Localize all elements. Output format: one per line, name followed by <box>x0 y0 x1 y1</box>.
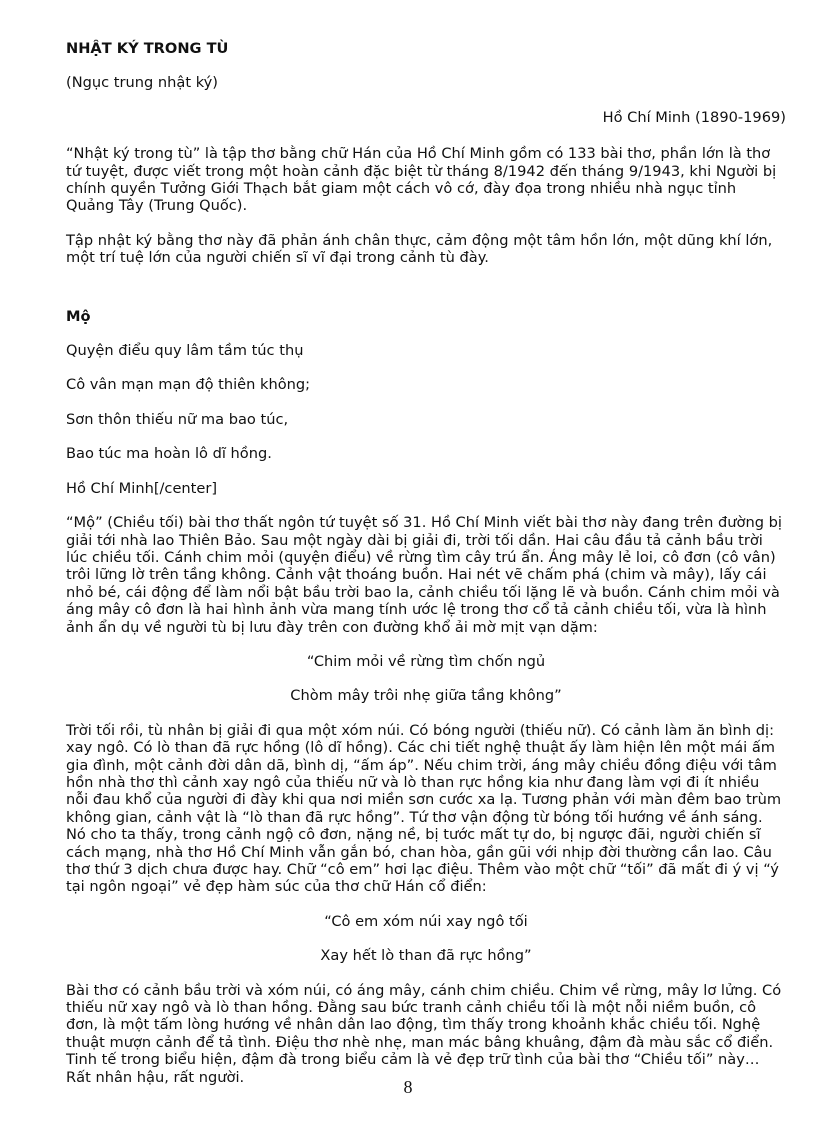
poem-line-3: Sơn thôn thiếu nữ ma bao túc, <box>66 410 289 428</box>
page-number: 8 <box>403 1077 413 1097</box>
analysis-paragraph-3: Bài thơ có cảnh bầu trời và xóm núi, có áng mây, cánh chim chiều. Chim về rừng, mây lơ lửng. Có thiếu nữ xay ngô và lò than hồng. Đằng sau bức tranh cảnh chiều tối là một nỗi niềm buồn, cô đơn, là một tấm lòng hướng về nhân dân lao động, tìm thấy trong khoảnh khắc chiều tối. Nghệ thuật mượn cảnh để tả tình. Điệu thơ nhè nhẹ, man mác bâng khuâng, đậm đà màu sắc cổ điển. Tinh tế trong biểu hiện, đậm đà trong biểu cảm là vẻ đẹp trữ tình của bài thơ “Chiều tối” này… Rất nhân hậu, rất người. <box>66 981 782 1086</box>
poem-signature: Hồ Chí Minh[/center] <box>66 479 218 497</box>
analysis-paragraph-2: Trời tối rồi, tù nhân bị giải đi qua một xóm núi. Có bóng người (thiếu nữ). Có cảnh làm ăn bình dị: xay ngô. Có lò than đã rực hồng (lô dĩ hồng). Các chi tiết nghệ thuật ấy làm hiện lên một mái ấm gia đình, một cảnh đời dân dã, bình dị, “ấm áp”. Nếu chim trời, áng mây chiều đồng điệu với tâm hồn nhà thơ thì cảnh xay ngô của thiếu nữ và lò than rực hồng kia như đang làm vợi đi ít nhiều nỗi đau khổ của người đi đày khi qua nơi miền sơn cước xa lạ. Tương phản với màn đêm bao trùm không gian, cảnh vật là “lò than đã rực hồng”. Tứ thơ vận động từ bóng tối hướng về ánh sáng. Nó cho ta thấy, trong cảnh ngộ cô đơn, nặng nề, bị tước mất tự do, bị ngược đãi, người chiến sĩ cách mạng, nhà thơ Hồ Chí Minh vẫn gắn bó, chan hòa, gần gũi với nhịp đời thường cần lao. Câu thơ thứ 3 dịch chưa được hay. Chữ “cô em” hơi lạc điệu. Thêm vào một chữ “tối” đã mất đi ý vị “ý tại ngôn ngoại” vẻ đẹp hàm súc của thơ chữ Hán cổ điển: <box>66 721 782 896</box>
poem-title: Mộ <box>66 307 91 325</box>
poem-line-4: Bao túc ma hoàn lô dĩ hồng. <box>66 445 272 463</box>
poem-line-1: Quyện điểu quy lâm tầm túc thụ <box>66 342 304 360</box>
quote-1-line-1: “Chim mỏi về rừng tìm chốn ngủ <box>306 652 546 670</box>
intro-paragraph-1: “Nhật ký trong tù” là tập thơ bằng chữ Hán của Hồ Chí Minh gồm có 133 bài thơ, phần lớn là thơ tứ tuyệt, được viết trong một hoàn cảnh đặc biệt từ tháng 8/1942 đến tháng 9/1943, khi Người bị chính quyền Tưởng Giới Thạch bắt giam một cách vô cớ, đày đọa trong nhiều nhà ngục tỉnh Quảng Tây (Trung Quốc). <box>66 145 777 215</box>
quote-2-line-2: Xay hết lò than đã rực hồng” <box>320 947 532 965</box>
document-title: NHẬT KÝ TRONG TÙ <box>66 40 229 57</box>
poem-line-2: Cô vân mạn mạn độ thiên không; <box>66 376 311 394</box>
analysis-paragraph-1: “Mộ” (Chiều tối) bài thơ thất ngôn tứ tuyệt số 31. Hồ Chí Minh viết bài thơ này đang trên đường bị giải tới nhà lao Thiên Bảo. Sau một ngày dài bị giải đi, trời tối dần. Hai câu đầu tả cảnh bầu trời lúc chiều tối. Cánh chim mỏi (quyện điểu) về rừng tìm cây trú ẩn. Áng mây lẻ loi, cô đơn (cô vân) trôi lững lờ trên tầng không. Cảnh vật thoáng buồn. Hai nét vẽ chấm phá (chim và mây), lấy cái nhỏ bé, cái động để làm nổi bật bầu trời bao la, cảnh chiều tối lặng lẽ và buồn. Cánh chim mỏi và áng mây cô đơn là hai hình ảnh vừa mang tính ước lệ trong thơ cổ tả cảnh chiều tối, vừa là hình ảnh ẩn dụ về người tù bị lưu đày trên con đường khổ ải mờ mịt vạn dặm: <box>66 514 782 636</box>
author-line: Hồ Chí Minh (1890-1969) <box>602 108 786 126</box>
document-subtitle: (Ngục trung nhật ký) <box>66 74 218 92</box>
quote-1-line-2: Chòm mây trôi nhẹ giữa tầng không” <box>290 687 562 705</box>
document-body <box>66 40 786 1086</box>
intro-paragraph-2: Tập nhật ký bằng thơ này đã phản ánh chân thực, cảm động một tâm hồn lớn, một dũng khí lớn, một trí tuệ lớn của người chiến sĩ vĩ đại trong cảnh tù đày. <box>66 231 773 267</box>
quote-2-line-1: “Cô em xóm núi xay ngô tối <box>324 912 528 930</box>
